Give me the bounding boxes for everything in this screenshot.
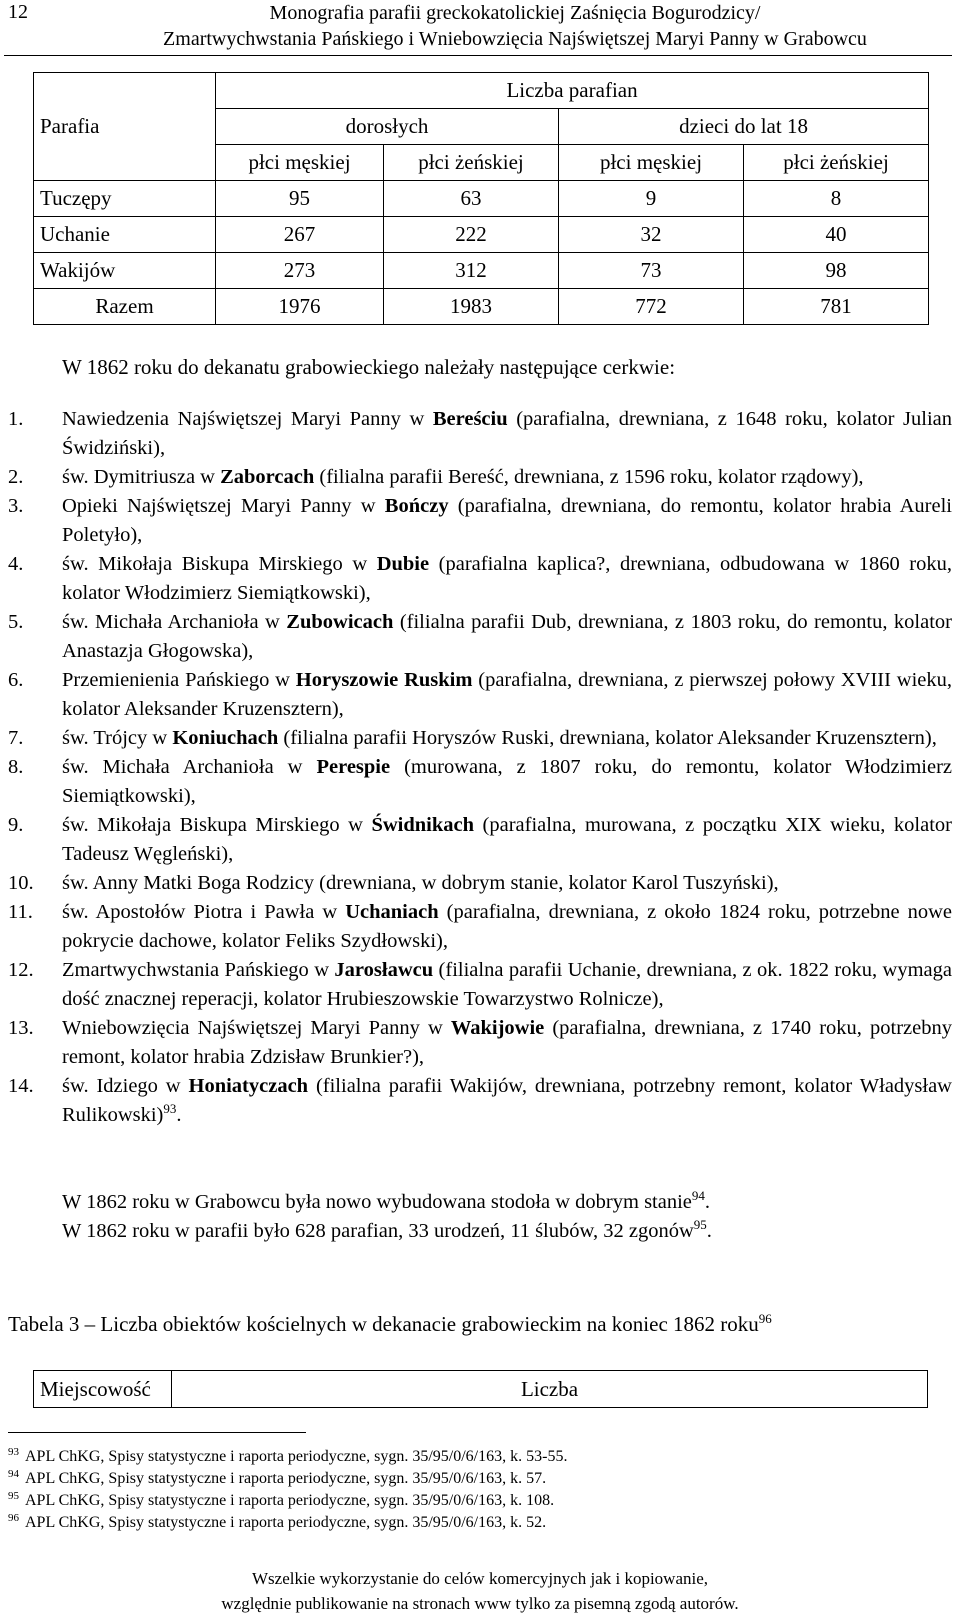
cell-value: 8	[744, 181, 929, 217]
footnote	[8, 1512, 567, 1534]
list-text: Nawiedzenia Najświętszej Maryi Panny w	[62, 408, 433, 430]
parishioners-table	[33, 72, 929, 325]
place-name: Zaborcach	[220, 466, 315, 488]
footer-line-1: Wszelkie wykorzystanie do celów komercyjnych jak i kopiowanie,	[251, 1569, 709, 1588]
footnote-divider	[8, 1432, 306, 1433]
page-number: 12	[8, 1, 28, 23]
place-name: Uchaniach	[345, 901, 439, 923]
place-name: Jarosławcu	[334, 959, 434, 981]
table-row	[34, 217, 929, 253]
footnote-ref: 96	[758, 1311, 772, 1326]
list-text: św. Michała Archanioła w	[62, 611, 287, 633]
table-header-row	[34, 145, 929, 181]
paragraph-barn	[62, 1188, 952, 1217]
list-number: 12.	[8, 959, 34, 981]
table-caption	[8, 1309, 772, 1339]
cell-value: 267	[216, 217, 384, 253]
cell-value: 32	[559, 217, 744, 253]
period: .	[704, 1191, 711, 1213]
copyright-footer	[0, 1566, 960, 1616]
footnote	[8, 1446, 567, 1468]
list-text: Wniebowzięcia Najświętszej Maryi Panny w	[62, 1017, 451, 1039]
row-name: Wakijów	[34, 253, 216, 289]
list-item	[8, 492, 952, 550]
list-text: (parafialna, drewniana, z pierwszej połowy XVIII wieku, kolator Aleksander Kruzensztern),	[62, 669, 952, 720]
list-text: (parafialna, murowana, z początku XIX wieku, kolator Tadeusz Węgleński),	[62, 814, 952, 865]
table-total-row	[34, 289, 929, 325]
cell-value: 772	[559, 289, 744, 325]
list-item	[8, 666, 952, 724]
list-item	[8, 608, 952, 666]
place-name: Wakijowie	[450, 1017, 545, 1039]
church-list	[8, 405, 952, 1130]
running-header-line-2: Zmartwychwstania Pańskiego i Wniebowzięcia Najświętszej Maryi Panny w Grabowcu	[163, 28, 867, 50]
footnote-ref: 95	[693, 1217, 707, 1232]
list-text: (parafialna, drewniana, do remontu, kolator hrabia Aureli Poletyło),	[62, 495, 952, 546]
list-number: 6.	[8, 669, 24, 691]
paragraph-text: W 1862 roku w Grabowcu była nowo wybudowana stodoła w dobrym stanie	[62, 1191, 692, 1213]
header-cell-group: Liczba parafian	[216, 73, 929, 109]
list-text: (parafialna, drewniana, z 1648 roku, kolator Julian Świdziński),	[62, 408, 953, 459]
cell-value: 273	[216, 253, 384, 289]
church-objects-table	[33, 1370, 928, 1408]
list-text: (filialna parafii Dub, drewniana, z 1803 roku, do remontu, kolator Anastazja Głogowska),	[62, 611, 952, 662]
cell-value: 63	[384, 181, 559, 217]
list-text: św. Michała Archanioła w	[62, 756, 317, 778]
list-text: (filialna parafii Wakijów, drewniana, potrzebny remont, kolator Władysław Rulikowski)	[62, 1075, 952, 1126]
list-text: (parafialna kaplica?, drewniana, odbudowana w 1860 roku, kolator Włodzimierz Siemiątkowski),	[62, 553, 952, 604]
list-text: (filialna parafii Horyszów Ruski, drewniana, kolator Aleksander Kruzensztern),	[278, 727, 937, 749]
cell-value: 98	[744, 253, 929, 289]
place-name: Zubowicach	[286, 611, 394, 633]
cell-value: 9	[559, 181, 744, 217]
table-header-row	[34, 1371, 928, 1408]
list-number: 3.	[8, 495, 24, 517]
list-text: św. Idziego w	[62, 1075, 189, 1097]
list-text: Zmartwychwstania Pańskiego w	[62, 959, 335, 981]
place-name: Bereściu	[432, 408, 508, 430]
list-number: 8.	[8, 756, 24, 778]
table-header-row	[34, 109, 929, 145]
header-cell-locality: Miejscowość	[34, 1371, 172, 1408]
list-number: 9.	[8, 814, 24, 836]
header-cell-children: dzieci do lat 18	[559, 109, 929, 145]
intro-paragraph: W 1862 roku do dekanatu grabowieckiego należały następujące cerkwie:	[62, 355, 676, 379]
list-item	[8, 724, 952, 753]
list-number: 1.	[8, 408, 24, 430]
footnote-text: APL ChKG, Spisy statystyczne i raporta periodyczne, sygn. 35/95/0/6/163, k. 108.	[25, 1492, 555, 1509]
header-cell-parafia: Parafia	[34, 109, 216, 145]
list-text: Opieki Najświętszej Maryi Panny w	[62, 495, 385, 517]
list-item	[8, 811, 952, 869]
cell-value: 781	[744, 289, 929, 325]
place-name: Horyszowie Ruskim	[295, 669, 473, 691]
list-text: (filialna parafii Bereść, drewniana, z 1596 roku, kolator rządowy),	[314, 466, 864, 488]
cell-value: 1983	[384, 289, 559, 325]
row-name: Tuczępy	[34, 181, 216, 217]
caption-text: Tabela 3 – Liczba obiektów kościelnych w dekanacie grabowieckim na koniec 1862 roku	[8, 1312, 759, 1336]
footnote	[8, 1490, 567, 1512]
list-text: św. Dymitriusza w	[62, 466, 221, 488]
footnote-number: 96	[8, 1512, 19, 1524]
header-cell-male: płci męskiej	[559, 145, 744, 181]
list-number: 5.	[8, 611, 24, 633]
row-name-total: Razem	[34, 289, 216, 325]
cell-value: 73	[559, 253, 744, 289]
header-divider	[4, 55, 952, 56]
list-text: (filialna parafii Uchanie, drewniana, z ok. 1822 roku, wymaga dość znacznej reperacji, kolator Hrubieszowskie Towarzystwo Rolnicze),	[62, 959, 952, 1010]
place-name: Perespie	[316, 756, 391, 778]
cell-value: 312	[384, 253, 559, 289]
table-header-row	[34, 73, 929, 109]
place-name: Bończy	[384, 495, 449, 517]
running-header-line-1: Monografia parafii greckokatolickiej Zaśnięcia Bogurodzicy/	[269, 2, 761, 24]
list-item	[8, 753, 952, 811]
list-text: św. Trójcy w	[62, 727, 173, 749]
footnote-number: 95	[8, 1490, 19, 1502]
footnote-number: 93	[8, 1446, 19, 1458]
period: .	[706, 1220, 712, 1242]
list-text: św. Anny Matki Boga Rodzicy (drewniana, w dobrym stanie, kolator Karol Tuszyński),	[62, 872, 779, 894]
footnote-text: APL ChKG, Spisy statystyczne i raporta periodyczne, sygn. 35/95/0/6/163, k. 53-55.	[25, 1448, 568, 1465]
list-number: 7.	[8, 727, 24, 749]
list-item	[8, 550, 952, 608]
cell-value: 1976	[216, 289, 384, 325]
row-name: Uchanie	[34, 217, 216, 253]
list-number: 11.	[8, 901, 33, 923]
header-cell-empty	[34, 73, 216, 109]
list-item	[8, 1014, 952, 1072]
list-item	[8, 463, 952, 492]
header-cell-male: płci męskiej	[216, 145, 384, 181]
cell-value: 95	[216, 181, 384, 217]
place-name: Honiatyczach	[188, 1075, 309, 1097]
running-header	[80, 0, 950, 52]
footnote-ref: 93	[163, 1101, 177, 1116]
footnote-ref: 94	[691, 1188, 705, 1203]
list-text: św. Mikołaja Biskupa Mirskiego w	[62, 814, 372, 836]
list-number: 13.	[8, 1017, 34, 1039]
cell-value: 40	[744, 217, 929, 253]
list-text: św. Apostołów Piotra i Pawła w	[62, 901, 346, 923]
cell-value: 222	[384, 217, 559, 253]
list-number: 2.	[8, 466, 24, 488]
header-cell-female: płci żeńskiej	[744, 145, 929, 181]
list-number: 4.	[8, 553, 24, 575]
list-text: św. Mikołaja Biskupa Mirskiego w	[62, 553, 377, 575]
footnote	[8, 1468, 567, 1490]
list-text: (parafialna, drewniana, z 1740 roku, potrzebny remont, kolator hrabia Zdzisław Brunkier?),	[62, 1017, 952, 1068]
table-row	[34, 253, 929, 289]
list-text: (parafialna, drewniana, z około 1824 roku, potrzebne nowe pokrycie dachowe, kolator Feliks Szydłowski),	[62, 901, 952, 952]
paragraph-parishioners	[62, 1217, 952, 1246]
header-cell-female: płci żeńskiej	[384, 145, 559, 181]
paragraph-text: W 1862 roku w parafii było 628 parafian, 33 urodzeń, 11 ślubów, 32 zgonów	[62, 1220, 694, 1242]
list-number: 14.	[8, 1075, 34, 1097]
list-text: (murowana, z 1807 roku, do remontu, kolator Włodzimierz Siemiątkowski),	[62, 756, 953, 807]
list-text: Przemienienia Pańskiego w	[62, 669, 296, 691]
list-item	[8, 898, 952, 956]
footnote-text: APL ChKG, Spisy statystyczne i raporta periodyczne, sygn. 35/95/0/6/163, k. 52.	[25, 1514, 547, 1531]
list-item	[8, 1072, 952, 1130]
footer-line-2: względnie publikowanie na stronach www tylko za pisemną zgodą autorów.	[221, 1594, 739, 1613]
list-item	[8, 956, 952, 1014]
header-cell-empty	[34, 145, 216, 181]
footnotes	[8, 1446, 567, 1534]
footnote-text: APL ChKG, Spisy statystyczne i raporta periodyczne, sygn. 35/95/0/6/163, k. 57.	[25, 1470, 547, 1487]
list-number: 10.	[8, 872, 34, 894]
table-row	[34, 181, 929, 217]
period: .	[176, 1104, 182, 1126]
footnote-number: 94	[8, 1468, 19, 1480]
header-cell-count: Liczba	[172, 1371, 928, 1408]
place-name: Dubie	[376, 553, 430, 575]
place-name: Koniuchach	[172, 727, 279, 749]
list-item	[8, 405, 952, 463]
list-item	[8, 869, 952, 898]
place-name: Świdnikach	[371, 814, 475, 836]
header-cell-adults: dorosłych	[216, 109, 559, 145]
